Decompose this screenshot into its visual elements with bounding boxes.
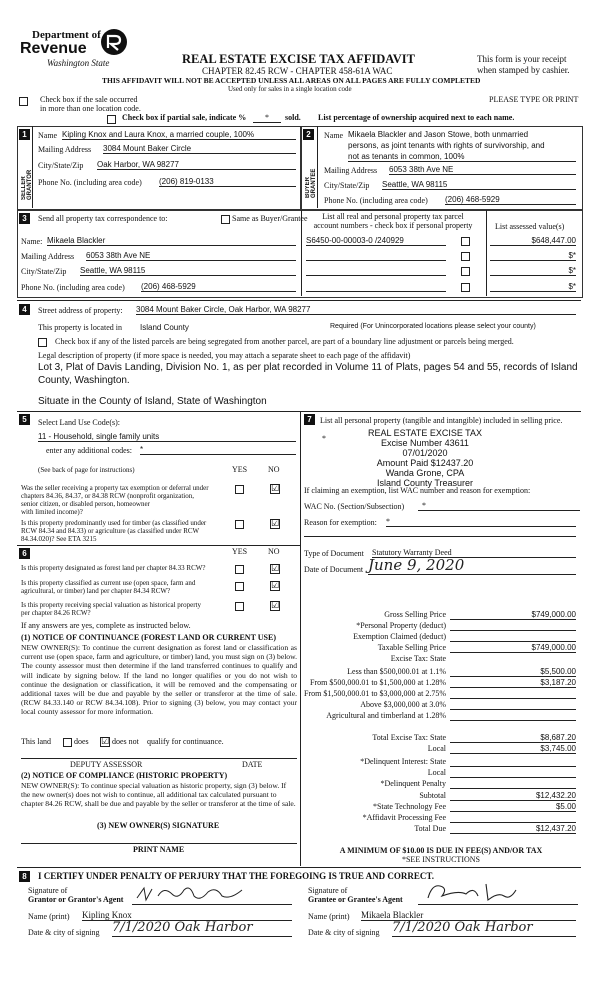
tax-label: *Affidavit Processing Fee xyxy=(362,813,446,822)
buyer-city[interactable]: Seattle, WA 98115 xyxy=(382,180,576,190)
current-use-yes-checkbox[interactable] xyxy=(235,582,244,591)
buyer-name-label: Name xyxy=(324,131,344,140)
if-any-yes-note: If any answers are yes, complete as instructed below. xyxy=(21,621,191,630)
section-1-badge: 1 xyxy=(19,129,30,140)
notice-compliance-title: (2) NOTICE OF COMPLIANCE (HISTORIC PROPERTY) xyxy=(21,771,228,780)
forest-yes-checkbox[interactable] xyxy=(235,565,244,574)
legal-description-2[interactable]: County, Washington. xyxy=(38,375,130,386)
notice-continuance-body: NEW OWNER(S): To continue the current designation as forest land or classification as current use (open space, farm and agriculture, or timber) land, you must sign on (3) below. The county assessor must then determine if the land transferred continues to qualify and will indicate by signing below. If the land no longer qualifies or you do not wish to continue the designation or classification, it will be removed and the compensating or additional taxes will be due and payable by the seller or transferor at the time of sale. (RCW 84.33.140 or RCW 84.34.108). Prior to signing (3) below, you may contact your local county assessor for more information. xyxy=(21,643,297,717)
personal-property-checkbox[interactable] xyxy=(461,237,470,246)
see-instructions-note: *SEE INSTRUCTIONS xyxy=(401,855,480,864)
tax-label: Excise Tax: State xyxy=(390,654,446,663)
historic-no-checkbox[interactable]: ☑ xyxy=(271,601,280,611)
legal-description-label: Legal description of property (if more space is needed, you may attach a separate sheet to each page of the affidavit) xyxy=(38,351,411,360)
seller-side-label: SELLER GRANTOR xyxy=(21,169,33,200)
s6-yes-header: YES xyxy=(232,547,248,556)
personal-property-list-label: List all personal property (tangible and intangible) included in selling price. xyxy=(320,416,563,425)
tax-value[interactable]: $749,000.00 xyxy=(450,642,576,653)
tax-row xyxy=(300,823,580,834)
parcel-account[interactable] xyxy=(306,251,446,261)
segregated-checkbox[interactable] xyxy=(38,338,47,347)
wac-label: WAC No. (Section/Subsection) xyxy=(304,502,405,511)
tax-row xyxy=(300,767,580,778)
tax-value[interactable] xyxy=(450,653,576,663)
deputy-assessor-label: DEPUTY ASSESSOR xyxy=(70,760,143,769)
reason-extra-line xyxy=(304,536,576,537)
deputy-date-label: DATE xyxy=(242,760,263,769)
tax-row xyxy=(300,699,580,710)
current-use-question-2: agricultural, or timber) land per chapter 84.34 RCW? xyxy=(21,587,171,595)
land-does-checkbox[interactable] xyxy=(63,738,72,747)
tax-label: *State Technology Fee xyxy=(372,802,446,811)
new-owner-signature-label: (3) NEW OWNER(S) SIGNATURE xyxy=(97,821,220,830)
additional-codes[interactable]: * xyxy=(140,445,296,455)
tax-row xyxy=(300,710,580,721)
dept-line1: Department of xyxy=(32,29,101,41)
buyer-city-label: City/State/Zip xyxy=(324,181,370,190)
tax-label: Agricultural and timberland at 1.28% xyxy=(326,711,446,720)
grantor-sig-label-2: Grantor or Grantor's Agent xyxy=(28,895,124,904)
land-does-label: does xyxy=(74,737,89,746)
see-back-note: (See back of page for instructions) xyxy=(38,466,135,474)
reason-label: Reason for exemption: xyxy=(304,518,377,527)
corr-name[interactable]: Mikaela Blackler xyxy=(47,236,296,246)
section-3-badge: 3 xyxy=(19,213,30,224)
assessed-value[interactable]: $* xyxy=(490,266,576,276)
same-as-buyer-label: Same as Buyer/Grantee xyxy=(232,214,308,223)
section-7-badge: 7 xyxy=(304,414,315,425)
seller-mailing[interactable]: 3084 Mount Baker Circle xyxy=(103,144,296,154)
tax-value[interactable]: $3,745.00 xyxy=(450,743,576,754)
receipt-note-1: This form is your receipt xyxy=(477,54,567,64)
forest-question: Is this property designated as forest land per chapter 84.33 RCW? xyxy=(21,564,206,572)
tax-label: From $1,500,000.01 to $3,000,000 at 2.75% xyxy=(304,689,446,698)
section-2-badge: 2 xyxy=(303,129,314,140)
section-5-top-rule xyxy=(17,411,581,412)
corr-mailing[interactable]: 6053 38th Ave NE xyxy=(86,251,296,261)
tax-row xyxy=(300,631,580,642)
corr-city-label: City/State/Zip xyxy=(21,267,67,276)
timber-yes-checkbox[interactable] xyxy=(235,520,244,529)
parcel-account[interactable] xyxy=(306,266,446,276)
form-chapter: CHAPTER 82.45 RCW - CHAPTER 458-61A WAC xyxy=(202,66,393,76)
land-use-label: Select Land Use Code(s): xyxy=(38,418,120,427)
tax-value[interactable] xyxy=(450,631,576,642)
doc-date-value[interactable]: June 9, 2020 xyxy=(368,557,576,575)
section-6-badge: 6 xyxy=(19,548,30,559)
stamp-line: REAL ESTATE EXCISE TAX xyxy=(367,428,483,438)
tax-value[interactable] xyxy=(450,778,576,789)
send-correspondence-label: Send all property tax correspondence to: xyxy=(38,214,168,223)
tax-value[interactable]: $749,000.00 xyxy=(450,609,576,620)
deputy-sign-line xyxy=(21,758,297,759)
county-required-note: Required (For Unincorporated locations please select your county) xyxy=(330,323,536,330)
tax-label: Local xyxy=(427,744,446,753)
multi-location-label-2: in more than one location code. xyxy=(40,104,141,113)
stamp-line: Excise Number 43611 xyxy=(381,438,469,448)
tax-row xyxy=(300,653,580,664)
tax-row xyxy=(300,732,580,743)
parcel-divider xyxy=(486,210,487,296)
pct-ownership-note: List percentage of ownership acquired next to each name. xyxy=(318,113,515,122)
form-title: REAL ESTATE EXCISE TAX AFFIDAVIT xyxy=(182,52,415,66)
forest-no-checkbox[interactable]: ☑ xyxy=(271,564,280,574)
tax-value[interactable] xyxy=(450,710,576,721)
parcel-account[interactable]: S6450-00-00003-0 /240929 xyxy=(306,236,446,246)
dept-state: Washington State xyxy=(47,58,110,68)
corr-city[interactable]: Seattle, WA 98115 xyxy=(80,266,296,276)
tax-row xyxy=(300,790,580,801)
buyer-side-label: BUYER GRANTEE xyxy=(305,168,317,198)
grantee-signature-icon xyxy=(418,880,578,904)
grantee-date-city-label: Date & city of signing xyxy=(308,928,380,937)
reason-value[interactable]: * xyxy=(386,517,576,527)
tax-row xyxy=(300,743,580,754)
doc-type-value[interactable]: Statutory Warranty Deed xyxy=(372,548,576,558)
grantee-sig-label-2: Grantee or Grantee's Agent xyxy=(308,895,403,904)
s6-no-header: NO xyxy=(268,547,280,556)
tax-value[interactable] xyxy=(450,721,576,731)
timber-question-1: Is this property predominantly used for timber (as classified under xyxy=(21,519,207,527)
grantee-name-label: Name (print) xyxy=(308,912,350,921)
single-location-note: Used only for sales in a single location code xyxy=(228,85,352,93)
historic-question-1: Is this property receiving special valuation as historical property xyxy=(21,601,202,609)
tax-label: *Personal Property (deduct) xyxy=(356,621,446,630)
dept-logo-text: Revenue xyxy=(20,40,87,57)
notice-compliance-body: NEW OWNER(S): To continue special valuation as historic property, sign (3) below. If the new owner(s) does not wish to continue, all additional tax calculated pursuant to chapter 84.26 RCW, shall be due and payable by the seller or transferor at the time of sale. xyxy=(21,781,296,809)
grantee-signature[interactable] xyxy=(418,880,578,905)
tax-label: Exemption Claimed (deduct) xyxy=(353,632,446,641)
doc-type-label: Type of Document xyxy=(304,549,364,558)
qualify-label: qualify for continuance. xyxy=(147,737,224,746)
land-does-not-label: does not xyxy=(112,737,139,746)
grantor-signature-icon xyxy=(132,884,292,904)
grantor-name-label: Name (print) xyxy=(28,912,70,921)
partial-sale-sold: sold. xyxy=(285,113,301,122)
section-4-top-rule xyxy=(17,300,581,301)
seller-phone[interactable]: (206) 819-0133 xyxy=(159,177,296,187)
tax-value[interactable]: $8,687.20 xyxy=(450,732,576,743)
tax-value[interactable] xyxy=(450,620,576,631)
exemption-question-3: senior citizen, or disabled person, homeowner xyxy=(21,500,150,508)
historic-question-2: per chapter 84.26 RCW? xyxy=(21,609,91,617)
current-use-no-checkbox[interactable]: ☑ xyxy=(271,581,280,591)
legal-description-1[interactable]: Lot 3, Plat of Davis Landing, Division No. 1, as per plat recorded in Volume 11 of Plats, pages 54 and 55, records of Island xyxy=(38,362,578,373)
tax-label: Less than $500,000.01 at 1.1% xyxy=(347,667,446,676)
seller-mailing-label: Mailing Address xyxy=(38,145,92,154)
buyer-mailing[interactable]: 6053 38th Ave NE xyxy=(389,165,576,175)
corr-phone[interactable]: (206) 468-5929 xyxy=(141,282,296,292)
exemption-claim-label: If claiming an exemption, list WAC number and reason for exemption: xyxy=(304,486,531,495)
tax-row xyxy=(300,677,580,688)
parcel-header-1: List all real and personal property tax parcel xyxy=(322,212,464,221)
street-address[interactable]: 3084 Mount Baker Circle, Oak Harbor, WA 98277 xyxy=(136,305,576,315)
tax-label: Above $3,000,000 at 3.0% xyxy=(360,700,446,709)
seller-name[interactable]: Kipling Knox and Laura Knox, a married couple, 100% xyxy=(62,130,296,140)
tax-value[interactable] xyxy=(450,688,576,699)
historic-yes-checkbox[interactable] xyxy=(235,602,244,611)
parcel-header-2: account numbers - check box if personal property xyxy=(313,221,473,230)
timber-question-2: RCW 84.34 and 84.33) or agriculture (as classified under RCW xyxy=(21,527,200,535)
tax-row xyxy=(300,812,580,823)
grantee-date-city[interactable]: 7/1/2020 Oak Harbor xyxy=(392,919,576,937)
stamp-line: 07/01/2020 xyxy=(402,448,448,458)
section-4-badge: 4 xyxy=(19,304,30,315)
notice-continuance-title: (1) NOTICE OF CONTINUANCE (FOREST LAND OR CURRENT USE) xyxy=(21,633,276,642)
seller-city[interactable]: Oak Harbor, WA 98277 xyxy=(97,160,296,170)
exemption-question-2: chapters 84.36, 84.37, or 84.38 RCW (nonprofit organization, xyxy=(21,492,194,500)
certify-statement: I CERTIFY UNDER PENALTY OF PERJURY THAT THE FOREGOING IS TRUE AND CORRECT. xyxy=(38,871,435,881)
seller-side-divider xyxy=(32,126,33,208)
street-address-label: Street address of property: xyxy=(38,306,123,315)
personal-property-star: * xyxy=(322,434,326,443)
land-does-not-checkbox[interactable]: ☑ xyxy=(101,737,110,747)
grantee-sig-label-1: Signature of xyxy=(308,886,348,895)
stamp-line: Wanda Grone, CPA xyxy=(385,468,465,478)
parcel-account[interactable] xyxy=(306,282,446,292)
exemption-question-1: Was the seller receiving a property tax exemption or deferral under xyxy=(21,484,209,492)
tax-label: Total Excise Tax: State xyxy=(372,733,446,742)
tax-label: From $500,000.01 to $1,500,000 at 1.28% xyxy=(310,678,446,687)
buyer-name-1[interactable]: Mikaela Blackler and Jason Stowe, both unmarried xyxy=(348,130,529,139)
grantor-name[interactable]: Kipling Knox xyxy=(82,911,292,921)
tax-label: Gross Selling Price xyxy=(384,610,446,619)
legal-description-3[interactable]: Situate in the County of Island, State of Washington xyxy=(38,396,267,407)
timber-no-checkbox[interactable]: ☑ xyxy=(271,519,280,529)
tax-row xyxy=(300,721,580,732)
segregated-label: Check box if any of the listed parcels are being segregated from another parcel, are part of a boundary line adjustment or parcels being merged. xyxy=(55,337,514,346)
doc-date-label: Date of Document xyxy=(304,565,364,574)
exemption-question-4: with limited income)? xyxy=(21,508,83,516)
grantor-signature[interactable] xyxy=(132,884,292,905)
exemption-no-checkbox[interactable]: ☑ xyxy=(271,484,280,494)
buyer-side-divider xyxy=(317,126,318,208)
tax-label: *Delinquent Penalty xyxy=(380,779,446,788)
tax-row xyxy=(300,620,580,631)
partial-sale-value[interactable]: * xyxy=(253,113,281,123)
multi-location-checkbox[interactable] xyxy=(19,97,28,106)
tax-row xyxy=(300,666,580,677)
tax-row xyxy=(300,609,580,620)
tax-label: Total Due xyxy=(414,824,446,833)
tax-value[interactable] xyxy=(450,812,576,823)
tax-value[interactable]: $12,437.20 xyxy=(450,823,576,834)
tax-value[interactable]: $12,432.20 xyxy=(450,790,576,801)
personal-property-checkbox[interactable] xyxy=(461,267,470,276)
grantor-sig-label-1: Signature of xyxy=(28,886,68,895)
assessed-header: List assessed value(s) xyxy=(495,222,565,231)
tax-value[interactable] xyxy=(450,756,576,767)
partial-sale-checkbox[interactable] xyxy=(107,115,116,124)
assessed-value[interactable]: $648,447.00 xyxy=(490,236,576,246)
section-5-badge: 5 xyxy=(19,414,30,425)
stamp-line: Island County Treasurer xyxy=(376,478,474,488)
current-use-question-1: Is this property classified as current use (open space, farm and xyxy=(21,579,196,587)
grantor-date-city[interactable]: 7/1/2020 Oak Harbor xyxy=(112,919,292,937)
seller-city-label: City/State/Zip xyxy=(38,161,84,170)
county-value[interactable]: Island County xyxy=(140,323,189,332)
county-label: This property is located in xyxy=(38,323,122,332)
timber-question-3: 84.34.020)? See ETA 3215 xyxy=(21,535,97,543)
tax-row xyxy=(300,801,580,812)
tax-value[interactable] xyxy=(450,699,576,710)
wac-value[interactable]: * xyxy=(418,501,580,511)
tax-label: *Delinquent Interest: State xyxy=(360,757,446,766)
new-owner-sign-line xyxy=(21,843,297,844)
tax-label: Subtotal xyxy=(419,791,446,800)
receipt-note-2: when stamped by cashier. xyxy=(477,65,570,75)
multi-location-label-1: Check box if the sale occurred xyxy=(40,95,138,104)
print-name-label: PRINT NAME xyxy=(133,845,185,854)
this-land-label: This land xyxy=(21,737,51,746)
partial-sale-label: Check box if partial sale, indicate % xyxy=(122,113,247,122)
assessed-value[interactable]: $* xyxy=(490,251,576,261)
buyer-phone[interactable]: (206) 468-5929 xyxy=(445,195,576,205)
corr-mailing-label: Mailing Address xyxy=(21,252,75,261)
personal-property-checkbox[interactable] xyxy=(461,252,470,261)
additional-codes-label: enter any additional codes: xyxy=(46,446,132,455)
s5-yes-header: YES xyxy=(232,465,248,474)
buyer-phone-label: Phone No. (including area code) xyxy=(324,196,428,205)
corr-name-label: Name: xyxy=(21,237,43,246)
personal-property-checkbox[interactable] xyxy=(461,283,470,292)
buyer-name-3[interactable]: not as tenants in common, 100% xyxy=(348,152,576,162)
tax-value[interactable]: $5.00 xyxy=(450,801,576,812)
minimum-fee-note: A MINIMUM OF $10.00 IS DUE IN FEE(S) AND/OR TAX xyxy=(339,846,543,855)
buyer-mailing-label: Mailing Address xyxy=(324,166,378,175)
stamp-line: Amount Paid $12437.20 xyxy=(376,458,474,468)
grantee-name[interactable]: Mikaela Blackler xyxy=(361,911,576,921)
section-6-top-rule xyxy=(17,545,300,546)
grantor-date-city-label: Date & city of signing xyxy=(28,928,100,937)
tax-row xyxy=(300,642,580,653)
tax-row xyxy=(300,756,580,767)
dor-logo-icon xyxy=(99,28,129,56)
please-type-note: PLEASE TYPE OR PRINT xyxy=(489,95,579,104)
tax-value[interactable]: $5,500.00 xyxy=(450,666,576,677)
s5-no-header: NO xyxy=(268,465,280,474)
tax-value[interactable] xyxy=(450,767,576,778)
seller-name-label: Name xyxy=(38,131,58,140)
section-8-badge: 8 xyxy=(19,871,30,882)
tax-row xyxy=(300,778,580,789)
tax-label: Local xyxy=(427,768,446,777)
seller-phone-label: Phone No. (including area code) xyxy=(38,178,142,187)
tax-label: Taxable Selling Price xyxy=(377,643,446,652)
form-warning: THIS AFFIDAVIT WILL NOT BE ACCEPTED UNLESS ALL AREAS ON ALL PAGES ARE FULLY COMPLETED xyxy=(102,76,481,85)
buyer-name-2[interactable]: persons, as joint tenants with rights of survivorship, and xyxy=(348,141,545,150)
assessed-value[interactable]: $* xyxy=(490,282,576,292)
same-as-buyer-checkbox[interactable] xyxy=(221,215,230,224)
tax-value[interactable]: $3,187.20 xyxy=(450,677,576,688)
section-8-top-rule xyxy=(17,867,581,868)
land-use-value[interactable]: 11 - Household, single family units xyxy=(38,432,296,442)
exemption-yes-checkbox[interactable] xyxy=(235,485,244,494)
corr-phone-label: Phone No. (including area code) xyxy=(21,283,125,292)
tax-row xyxy=(300,688,580,699)
